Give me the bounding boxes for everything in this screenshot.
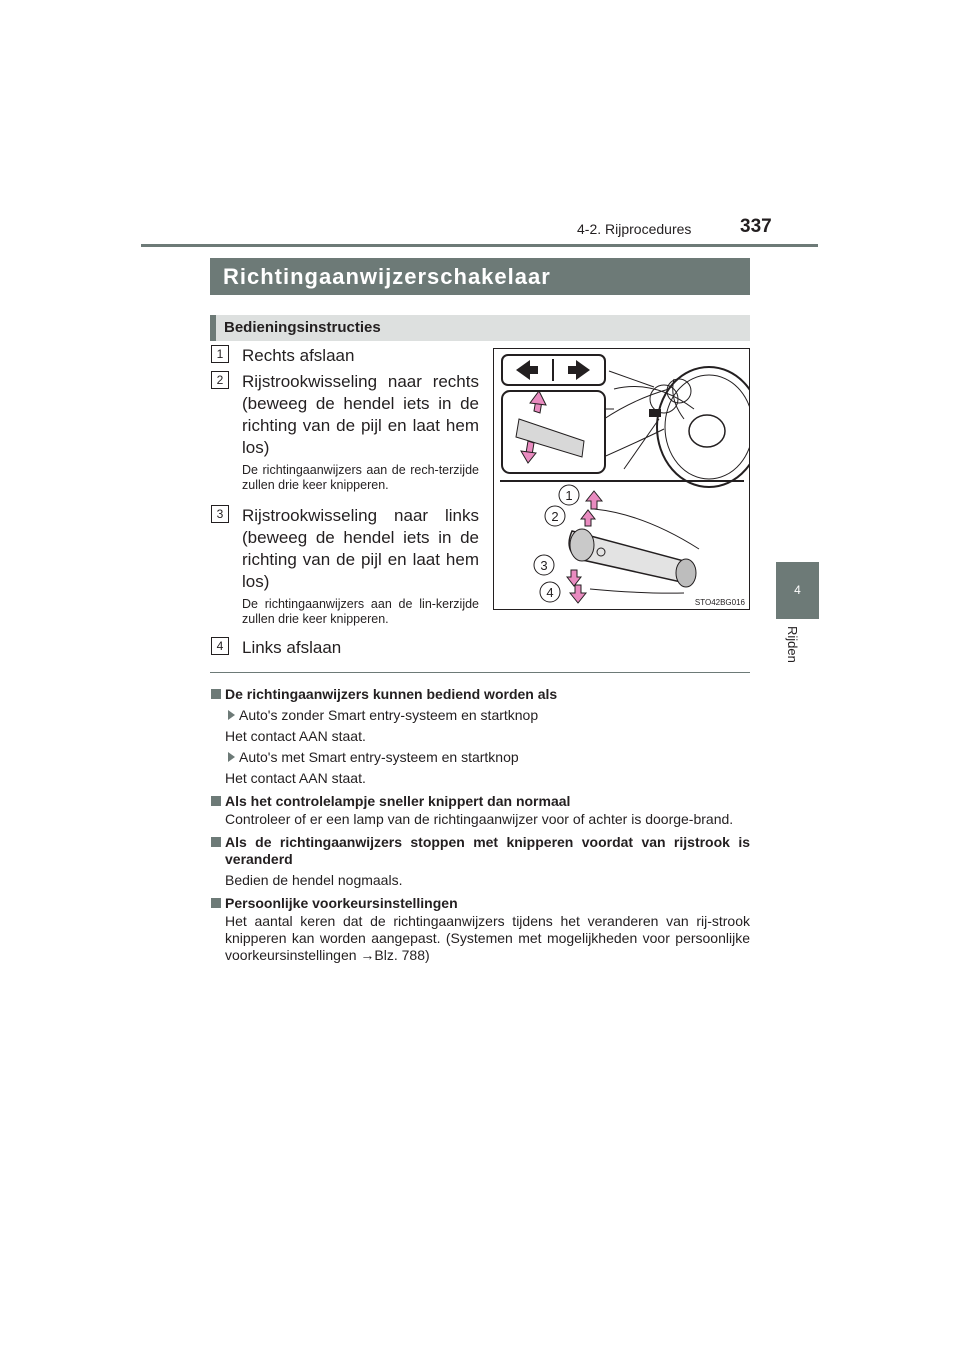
arrow-3-icon — [567, 570, 581, 586]
notes-section — [211, 680, 750, 964]
page-number: 337 — [740, 216, 772, 237]
square-bullet-icon — [211, 898, 221, 908]
lever-base — [676, 559, 696, 587]
steering-wheel-inner — [665, 375, 749, 479]
arrow-2-icon — [581, 510, 595, 526]
right-arrow-stem — [568, 366, 576, 374]
arrow-4-icon — [570, 585, 586, 603]
note-bullet-text: Auto's met Smart entry-systeem en startknop — [239, 749, 519, 765]
step-note: De richtingaanwijzers aan de lin-kerzijde zullen drie keer knipperen. — [242, 597, 479, 626]
step-text: Rechts afslaan — [242, 346, 355, 365]
note-text: Het contact AAN staat. — [225, 770, 366, 786]
note-heading-text: De richtingaanwijzers kunnen bediend worden als — [225, 686, 558, 702]
triangle-bullet-icon — [228, 710, 235, 720]
figure-code: STO42BG016 — [694, 598, 745, 607]
note-bullet-text: Auto's zonder Smart entry-systeem en startknop — [239, 707, 539, 723]
callout-2-label: 2 — [551, 509, 559, 524]
square-bullet-icon — [211, 837, 221, 847]
step-number: 2 — [211, 371, 229, 389]
section-title: Richtingaanwijzerschakelaar — [210, 258, 750, 295]
note-text: Het contact AAN staat. — [225, 728, 366, 744]
note-bullet — [211, 707, 750, 724]
step-2 — [211, 371, 479, 493]
step-text: Rijstrookwisseling naar rechts (beweeg de hendel iets in de richting van de pijl en laat hem los) — [242, 372, 479, 457]
note-heading-text: Als het controlelampje sneller knippert dan normaal — [225, 793, 571, 809]
step-number: 1 — [211, 345, 229, 363]
lever-tip — [570, 529, 594, 561]
chapter-label-text: Rijden — [785, 626, 800, 663]
note-heading — [211, 793, 750, 810]
chapter-tab[interactable]: 4 — [776, 562, 819, 619]
callout-1-label: 1 — [565, 488, 573, 503]
section-header: 4-2. Rijprocedures — [577, 221, 692, 237]
dashboard-lines — [599, 379, 694, 469]
note-text: Het aantal keren dat de richtingaanwijzers tijdens het veranderen van rij-strook knipperen kan worden aangepast. (Systemen met mogelijkheden voor persoonlijke voorkeursinstellingen →Blz. 788) — [225, 913, 750, 963]
step-4 — [211, 637, 479, 659]
left-arrow-stem — [530, 366, 538, 374]
step-3 — [211, 505, 479, 627]
callout-3-label: 3 — [540, 558, 548, 573]
step-1 — [211, 345, 479, 367]
note-heading-text: Persoonlijke voorkeursinstellingen — [225, 895, 458, 911]
subsection-title: Bedieningsinstructies — [210, 315, 750, 341]
chapter-label — [780, 626, 810, 686]
step-text: Links afslaan — [242, 638, 342, 657]
wheel-hub — [689, 415, 725, 447]
step-note: De richtingaanwijzers aan de rech-terzijde zullen drie keer knipperen. — [242, 463, 479, 492]
note-heading — [211, 895, 750, 912]
lever-illustration — [494, 349, 749, 609]
note-text: Bedien de hendel nogmaals. — [225, 872, 403, 888]
section-rule — [210, 672, 750, 673]
note-heading — [211, 686, 750, 703]
step-number: 4 — [211, 637, 229, 655]
note-text: Controleer of er een lamp van de richtingaanwijzer voor of achter is doorge-brand. — [225, 811, 734, 827]
lever-stub — [649, 409, 661, 417]
triangle-bullet-icon — [228, 752, 235, 762]
pointer-line — [609, 371, 654, 387]
note-heading-text: Als de richtingaanwijzers stoppen met knipperen voordat van rijstrook is veranderd — [225, 834, 750, 867]
step-number: 3 — [211, 505, 229, 523]
square-bullet-icon — [211, 689, 221, 699]
note-heading — [211, 834, 750, 868]
square-bullet-icon — [211, 796, 221, 806]
header-rule — [141, 244, 818, 247]
turn-signal-lever-figure — [493, 348, 750, 610]
note-bullet — [211, 749, 750, 766]
callout-4-label: 4 — [546, 585, 554, 600]
arrow-1-icon — [586, 491, 602, 509]
step-text: Rijstrookwisseling naar links (beweeg de hendel iets in de richting van de pijl en laat hem los) — [242, 506, 479, 591]
